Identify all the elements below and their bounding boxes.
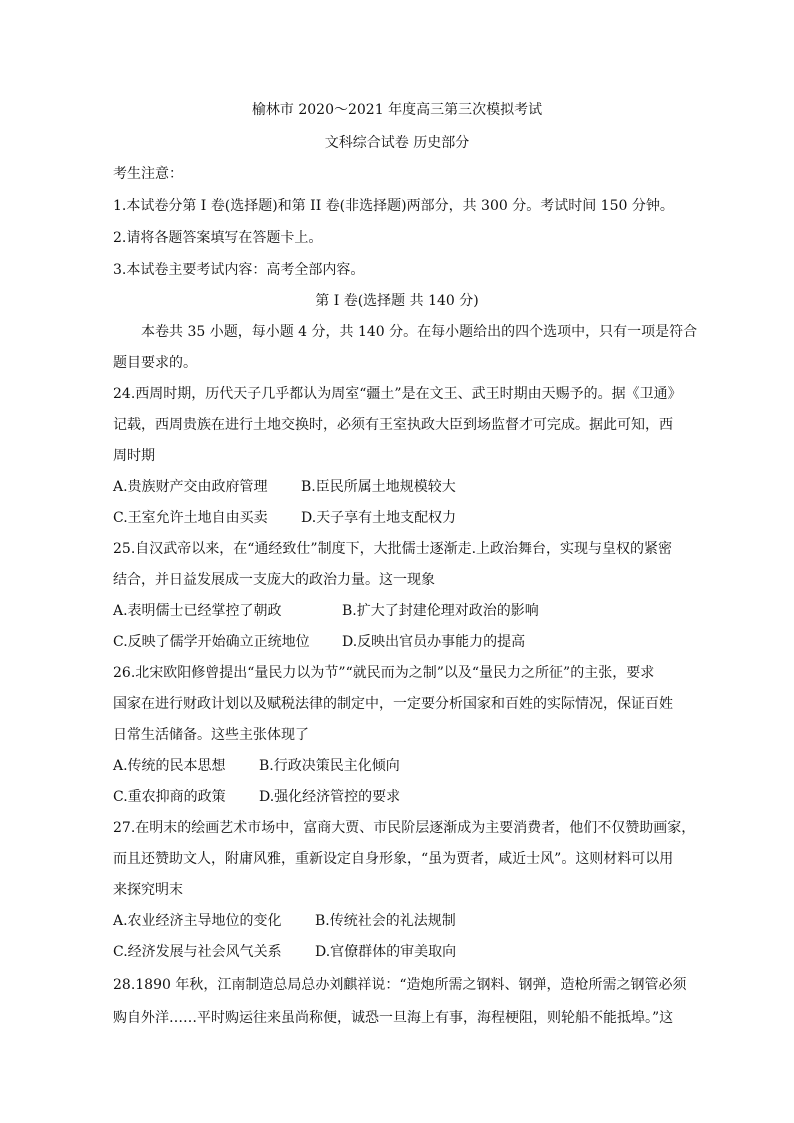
question-24-option-d: D.天子享有土地支配权力	[301, 510, 457, 526]
question-27-option-a: A.农业经济主导地位的变化	[113, 913, 282, 929]
question-24-stem: 记载，西周贵族在进行土地交换时，必须有王室执政大臣到场监督才可完成。据此可知，西	[113, 417, 673, 433]
question-26-stem: 国家在进行财政计划以及赋税法律的制定中，一定要分析国家和百姓的实际情况，保证百姓	[113, 696, 673, 712]
question-26-option-b: B.行政决策民主化倾向	[259, 758, 400, 774]
question-27-option-b: B.传统社会的礼法规制	[315, 913, 456, 929]
question-25-option-a: A.表明儒士已经掌控了朝政	[113, 603, 282, 619]
question-27-stem: 27.在明末的绘画艺术市场中，富商大贾、市民阶层逐渐成为主要消费者，他们不仅赞助画家，	[113, 820, 696, 836]
question-27-stem: 而且还赞助文人，附庸风雅，重新设定自身形象，“虽为贾者，咸近士风”。这则材料可以用	[113, 851, 674, 867]
question-24-stem: 周时期	[113, 448, 155, 464]
question-26-stem: 日常生活储备。这些主张体现了	[113, 727, 309, 743]
question-27-stem: 来探究明末	[113, 882, 183, 898]
question-26-option-c: C.重农抑商的政策	[113, 789, 226, 805]
exam-title: 榆林市 2020～2021 年度高三第三次模拟考试	[251, 102, 543, 118]
exam-subtitle: 文科综合试卷 历史部分	[324, 135, 470, 151]
question-25-stem: 结合，并日益发展成一支庞大的政治力量。这一现象	[113, 572, 435, 588]
question-24-option-c: C.王室允许土地自由买卖	[113, 510, 268, 526]
question-25-option-d: D.反映出官员办事能力的提高	[342, 634, 526, 650]
section-instructions: 本卷共 35 小题，每小题 4 分，共 140 分。在每小题给出的四个选项中，只有一项是符合	[141, 324, 698, 340]
question-25-option-b: B.扩大了封建伦理对政治的影响	[342, 603, 539, 619]
question-24-option-b: B.臣民所属土地规模较大	[301, 479, 456, 495]
section-title: 第 I 卷(选择题 共 140 分)	[315, 293, 479, 309]
question-24-option-a: A.贵族财产交由政府管理	[113, 479, 268, 495]
question-27-option-d: D.官僚群体的审美取向	[315, 944, 457, 960]
question-24-stem: 24.西周时期，历代天子几乎都认为周室“疆土”是在文王、武王时期由天赐予的。据《卫通》	[113, 386, 682, 402]
notice-item: 1.本试卷分第 I 卷(选择题)和第 II 卷(非选择题)两部分，共 300 分。考试时间 150 分钟。	[113, 198, 674, 214]
notice-item: 3.本试卷主要考试内容：高考全部内容。	[113, 262, 365, 278]
question-26-option-a: A.传统的民本思想	[113, 758, 226, 774]
notice-item: 2.请将各题答案填写在答题卡上。	[113, 230, 323, 246]
question-27-option-c: C.经济发展与社会风气关系	[113, 944, 282, 960]
question-26-option-d: D.强化经济管控的要求	[259, 789, 401, 805]
question-25-stem: 25.自汉武帝以来，在“通经致仕”制度下，大批儒士逐渐走.上政治舞台，实现与皇权的紧密	[113, 541, 673, 557]
section-instructions: 题目要求的。	[113, 355, 197, 371]
question-25-option-c: C.反映了儒学开始确立正统地位	[113, 634, 310, 650]
notice-heading: 考生注意：	[113, 166, 183, 182]
question-28-stem: 购自外洋……平时购运往来虽尚称便，诚恐一旦海上有事，海程梗阻，则轮船不能抵埠。”这	[113, 1010, 674, 1026]
question-28-stem: 28.1890 年秋，江南制造总局总办刘麒祥说：“造炮所需之钢料、钢弹，造枪所需之钢管必须	[113, 977, 687, 993]
question-26-stem: 26.北宋欧阳修曾提出“量民力以为节”“就民而为之制”以及“量民力之所征”的主张，要求	[113, 665, 655, 681]
